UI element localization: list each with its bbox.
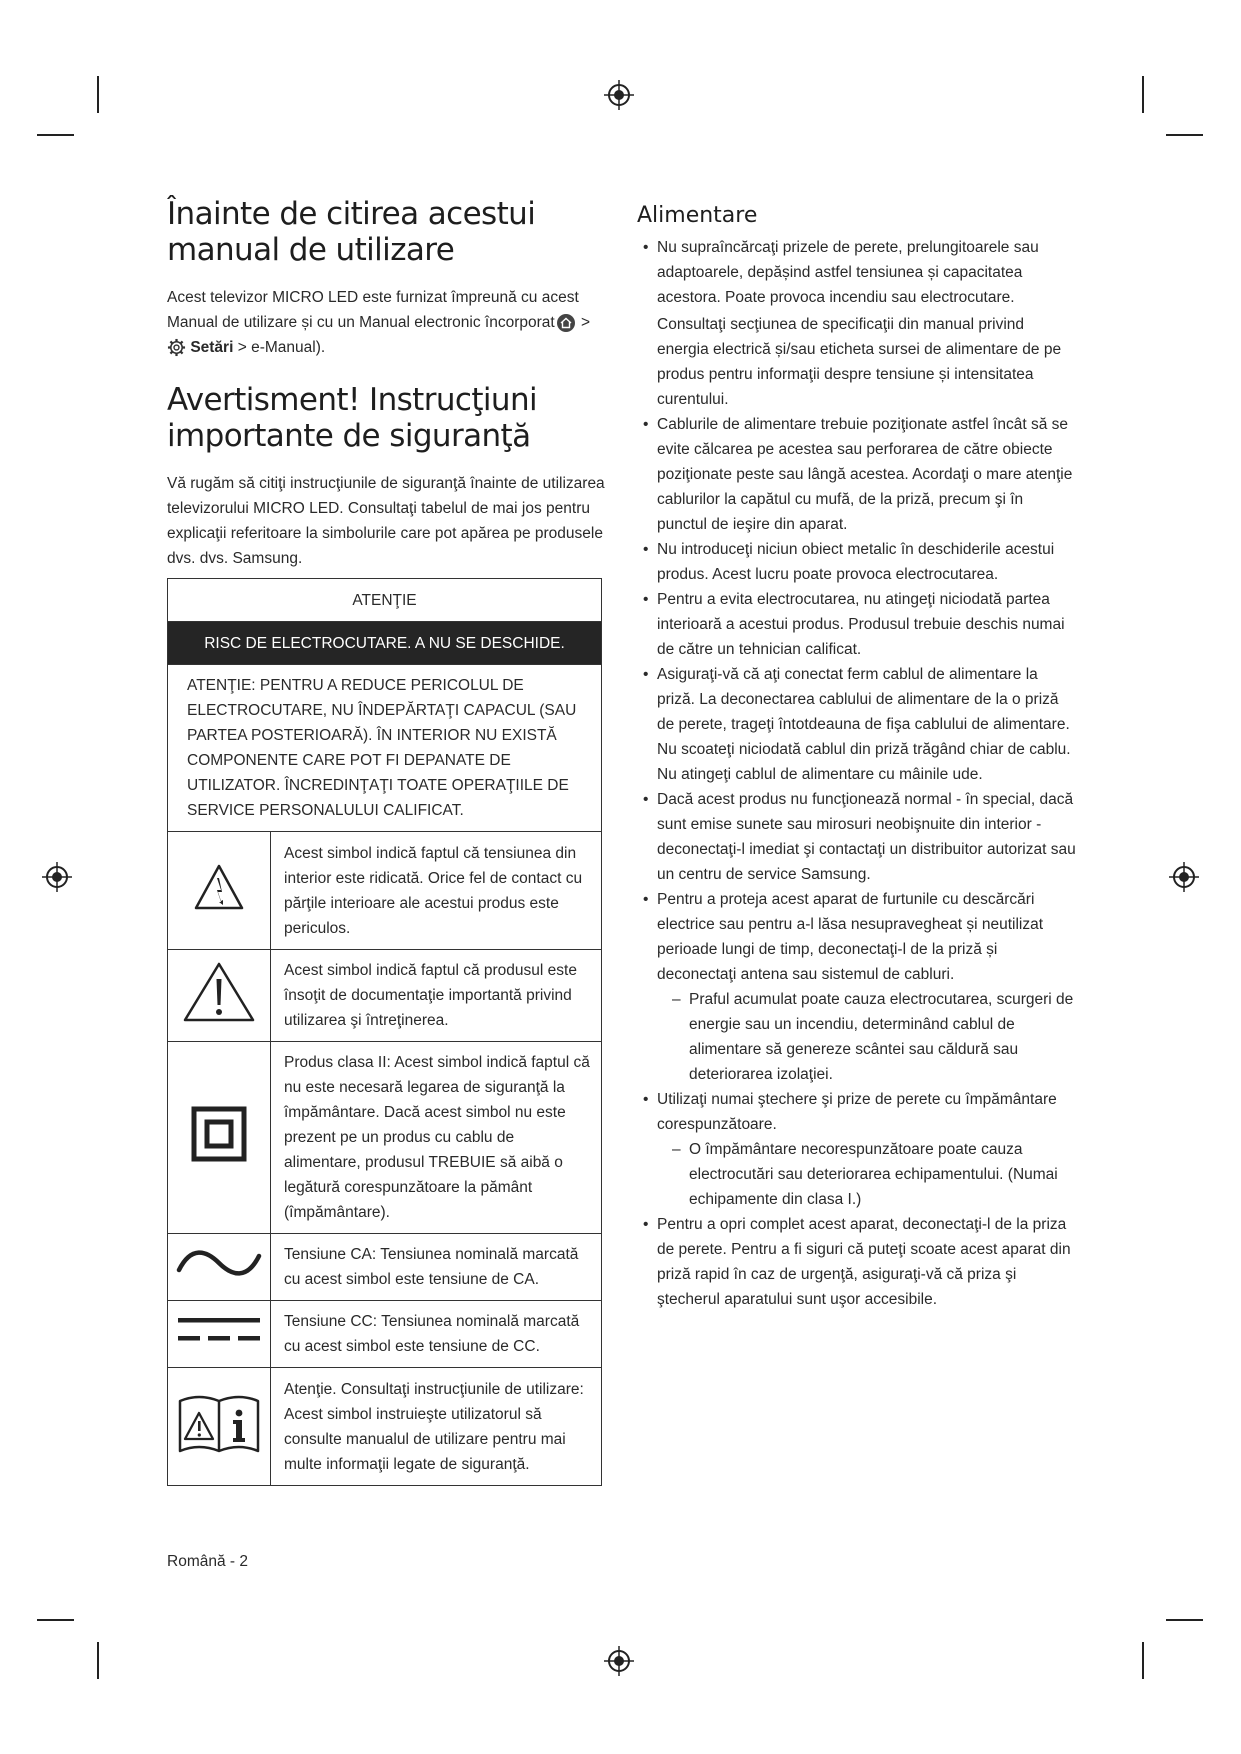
list-item — [637, 1212, 1077, 1312]
symbol-description: Acest simbol indică faptul că produsul este însoţit de documentaţie importantă privind utilizarea şi întreţinerea. — [271, 950, 602, 1042]
table-row — [168, 1368, 602, 1486]
list-item-text: Dacă acest produs nu funcţionează normal - în special, dacă sunt emise sunete sau mirosuri neobişnuite din interior - deconectaţi-l imediat şi contactaţi un distribuitor autorizat sau un centru de service Samsung. — [657, 791, 1076, 883]
table-header: ATENŢIE — [168, 579, 602, 622]
list-item — [637, 235, 1077, 412]
table-row — [168, 1301, 602, 1368]
list-item-note: Consultaţi secţiunea de specificaţii din manual privind energia electrică și/sau eticheta sursei de alimentare de pe produs pentru informaţii despre tensiune și intensitatea curentului. — [657, 316, 1062, 408]
list-item-text: Pentru a opri complet acest aparat, deconectaţi-l de la priza de perete. Pentru a fi siguri că puteţi scoate acest aparat din priză rapid în caz de urgenţă, asiguraţi-vă că priza şi ştecherul aparatului sunt uşor accesibile. — [657, 1216, 1071, 1308]
crop-mark — [1166, 134, 1203, 136]
symbol-description: Tensiune CC: Tensiunea nominală marcată cu acest simbol este tensiune de CC. — [271, 1301, 602, 1368]
gear-icon — [167, 338, 186, 357]
list-item — [637, 412, 1077, 537]
home-icon — [557, 314, 575, 332]
page-footer: Română - 2 — [167, 1553, 248, 1570]
crop-mark — [37, 134, 74, 136]
dc-lines-icon — [176, 1315, 262, 1345]
list-item — [637, 887, 1077, 1087]
list-item — [637, 787, 1077, 887]
list-item — [637, 537, 1077, 587]
crop-mark — [1142, 1642, 1144, 1679]
manual-info-icon — [177, 1391, 261, 1455]
intro-paragraph — [167, 285, 607, 360]
crop-mark — [37, 1619, 74, 1621]
table-row — [168, 1234, 602, 1301]
registration-mark-icon — [42, 862, 72, 892]
table-row — [168, 1042, 602, 1234]
table-row — [168, 950, 602, 1042]
safety-title: Avertisment! Instrucţiuni importante de siguranţă — [167, 382, 538, 454]
crop-mark — [97, 1642, 99, 1679]
list-item — [637, 1087, 1077, 1212]
path-separator: > — [576, 314, 591, 331]
risk-banner: RISC DE ELECTROCUTARE. A NU SE DESCHIDE. — [168, 622, 602, 665]
right-column — [637, 203, 1077, 1312]
registration-mark-icon — [604, 80, 634, 110]
sub-item: – Praful acumulat poate cauza electrocutarea, scurgeri de energie sau un incendiu, determinând cablul de alimentare să genereze scântei sau căldură sau deteriorarea izolaţiei. — [657, 987, 1077, 1087]
list-item-text: Pentru a proteja acest aparat de furtunile cu descărcări electrice sau pentru a-l lăsa nesupravegheat și neutilizat perioade lungi de timp, deconectaţi-l de la priză și deconectaţi antena sau sistemul de cabluri. — [657, 891, 1044, 983]
list-item-text: Cablurile de alimentare trebuie poziţionate astfel încât să se evite călcarea pe acestea sau perforarea de către obiecte poziţionate peste sau lângă acestea. Acordaţi o mare atenţie cablurilor la capătul cu mufă, de la priză, precum şi în punctul de ieşire din aparat. — [657, 416, 1073, 533]
left-column — [167, 196, 607, 571]
symbol-description: Acest simbol indică faptul că tensiunea din interior este ridicată. Orice fel de contact cu părţile interioare ale acestui produs este periculos. — [271, 832, 602, 950]
lightning-triangle-icon — [193, 863, 245, 911]
ac-wave-icon — [176, 1248, 262, 1278]
settings-label: Setări — [190, 339, 234, 356]
crop-mark — [1142, 76, 1144, 113]
intro-text: Acest televizor MICRO LED este furnizat împreună cu acest Manual de utilizare și cu un Manual electronic încorporat — [167, 289, 579, 331]
symbols-table — [167, 578, 602, 1486]
exclamation-triangle-icon — [182, 961, 256, 1023]
symbol-description: Atenţie. Consultaţi instrucţiunile de utilizare: Acest simbol instruieşte utilizatorul să consulte manualul de utilizare pentru mai multe informaţii legate de siguranţă. — [271, 1368, 602, 1486]
caution-text: ATENŢIE: PENTRU A REDUCE PERICOLUL DE ELECTROCUTARE, NU ÎNDEPĂRTAŢI CAPACUL (SAU PARTEA POSTERIOARĂ). ÎN INTERIOR NU EXISTĂ COMPONENTE CARE POT FI DEPANATE DE UTILIZATOR. ÎNCREDINŢAŢI TOATE OPERAŢIILE DE SERVICE PERSONALULUI CALIFICAT. — [168, 665, 602, 832]
list-item — [637, 662, 1077, 787]
registration-mark-icon — [1169, 862, 1199, 892]
page-title: Înainte de citirea acestui manual de utilizare — [167, 196, 536, 268]
table-row — [168, 832, 602, 950]
safety-intro: Vă rugăm să citiţi instrucţiunile de siguranţă înainte de utilizarea televizorului MICRO LED. Consultaţi tabelul de mai jos pentru explicaţii referitoare la simbolurile care pot apărea pe produsele dvs. dvs. Samsung. — [167, 475, 605, 567]
list-item-text: Asiguraţi-vă că aţi conectat ferm cablul de alimentare la priză. La deconectarea cablului de alimentare de la o priză de perete, trageţi întotdeauna de fişa cablului de alimentare. Nu scoateţi niciodată cablul din priză trăgând chiar de cablu. Nu atingeţi cablul de alimentare cu mâinile ude. — [657, 666, 1071, 783]
symbol-description: Produs clasa II: Acest simbol indică faptul că nu este necesară legarea de siguranţă la împământare. Dacă acest simbol nu este prezent pe un produs cu cablu de alimentare, produsul TREBUIE să aibă o legătură corespunzătoare la pământ (împământare). — [271, 1042, 602, 1234]
emanual-label: e-Manual — [251, 339, 316, 356]
list-item — [637, 587, 1077, 662]
intro-end: ). — [315, 339, 326, 356]
sub-item: – O împământare necorespunzătoare poate cauza electrocutări sau deteriorarea echipamentului. (Numai echipamente din clasa I.) — [657, 1137, 1077, 1212]
section-title: Alimentare — [637, 203, 758, 228]
crop-mark — [97, 76, 99, 113]
list-item-text: Nu supraîncărcaţi prizele de perete, prelungitoarele sau adaptoarele, depășind astfel tensiunea și capacitatea acestora. Poate provoca incendiu sau electrocutare. — [657, 239, 1039, 306]
list-item-text: Utilizaţi numai ştechere şi prize de perete cu împământare corespunzătoare. — [657, 1091, 1057, 1133]
list-item-text: Pentru a evita electrocutarea, nu atingeţi niciodată partea interioară a acestui produs. Produsul trebuie deschis numai de către un tehnician calificat. — [657, 591, 1065, 658]
list-item-text: Nu introduceţi niciun obiect metalic în deschiderile acestui produs. Acest lucru poate provoca electrocutarea. — [657, 541, 1055, 583]
double-square-icon — [191, 1106, 247, 1162]
power-list — [637, 235, 1077, 1312]
symbol-description: Tensiune CA: Tensiunea nominală marcată cu acest simbol este tensiune de CA. — [271, 1234, 602, 1301]
crop-mark — [1166, 1619, 1203, 1621]
registration-mark-icon — [604, 1646, 634, 1676]
path-separator: > — [233, 339, 252, 356]
